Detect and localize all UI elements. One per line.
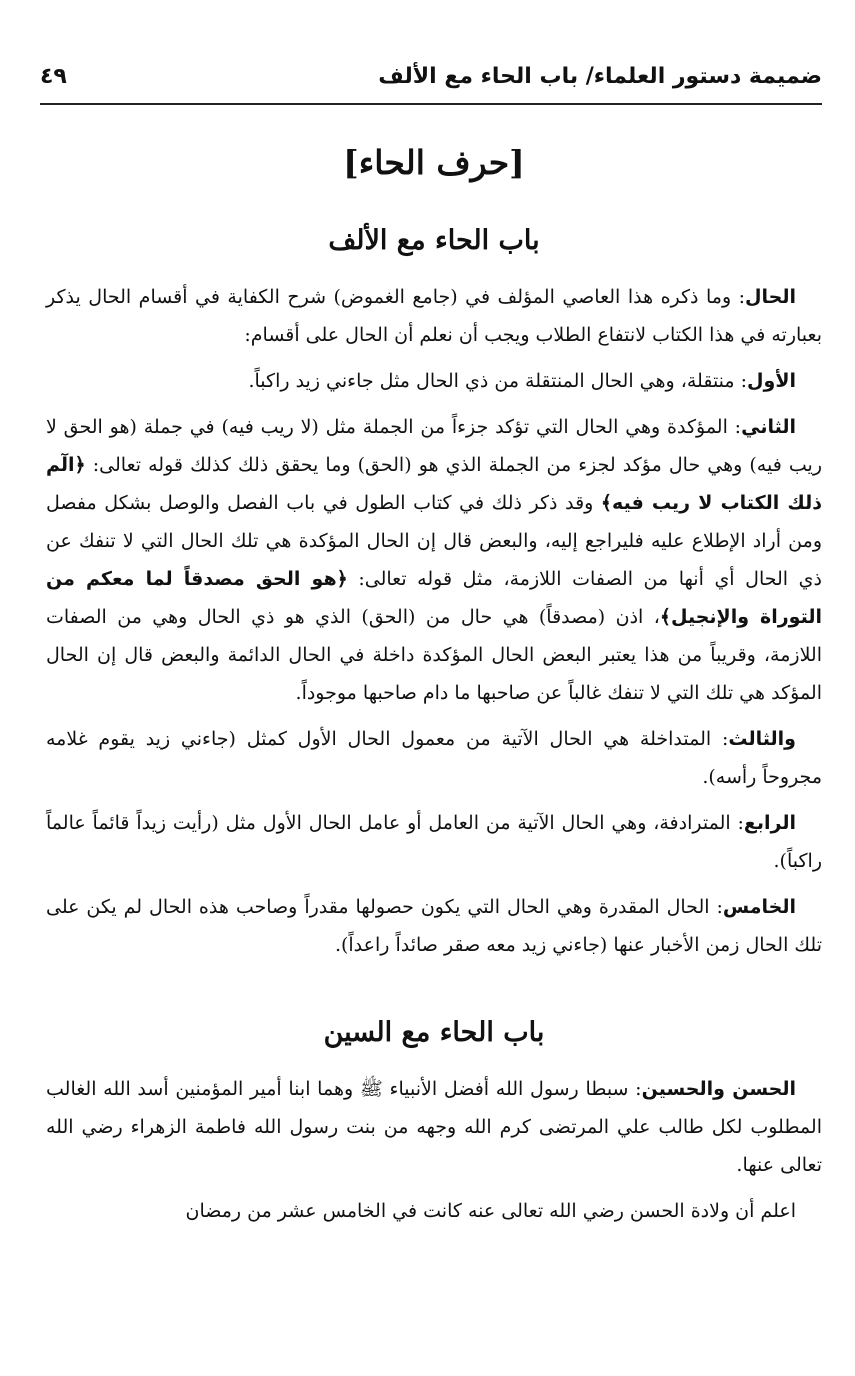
entry-text: : وما ذكره هذا العاصي المؤلف في (جامع الغموض) شرح الكفاية في أقسام الحال يذكر بعبارته في هذا الكتاب لانتفاع الطلاب ويجب أن نعلم أن الحال على أقسام: (46, 286, 822, 346)
entry-text: : الحال المقدرة وهي الحال التي يكون حصولها مقدراً وصاحب هذه الحال لم يكن على تلك الحال زمن الأخبار عنها (جاءني زيد معه صقر صائداً راعداً). (46, 896, 822, 956)
entry-text: : المتداخلة هي الحال الآتية من معمول الحال الأول كمثل (جاءني زيد يقوم غلامه مجروحاً رأسه). (46, 728, 822, 788)
entry-term: الحسن والحسين (641, 1078, 796, 1100)
paragraph-first (46, 362, 822, 400)
quran-quote: ﴿الٓم ذلك الكتاب لا ريب فيه﴾ (46, 454, 822, 514)
entry-term: الأول (747, 370, 796, 392)
entry-text: : منتقلة، وهي الحال المنتقلة من ذي الحال مثل جاءني زيد راكباً. (248, 370, 748, 392)
paragraph-hal (46, 278, 822, 354)
paragraph-birth (46, 1192, 822, 1230)
entry-text: : المؤكدة وهي الحال التي تؤكد جزءاً من الجملة مثل (لا ريب فيه) في جملة (هو الحق لا ريب فيه) وهي حال مؤكد لجزء من الجملة الذي هو (الحق) وما يحقق ذلك كذلك قوله تعالى: (46, 416, 822, 476)
paragraph-hasan-husayn (46, 1070, 822, 1184)
header-rule (40, 103, 822, 105)
page-number: ٤٩ (40, 64, 67, 89)
entry-term: الرابع (743, 812, 796, 834)
section-heading-alif: باب الحاء مع الألف (328, 225, 540, 256)
entry-text: اعلم أن ولادة الحسن رضي الله تعالى عنه كانت في الخامس عشر من رمضان (185, 1200, 796, 1222)
running-head (40, 58, 822, 102)
paragraph-second (46, 408, 822, 712)
entry-term: الحال (745, 286, 796, 308)
entry-text: : سبطا رسول الله أفضل الأنبياء ﷺ وهما ابنا أمير المؤمنين أسد الله الغالب المطلوب لكل طالب علي المرتضى كرم الله وجهه من بنت رسول الله فاطمة الزهراء رضي الله تعالى عنها. (46, 1078, 822, 1176)
page-body (46, 140, 822, 1238)
entry-term: الثاني (741, 416, 796, 438)
section-heading-sin: باب الحاء مع السين (323, 1017, 545, 1048)
entry-term: الخامس (722, 896, 796, 918)
paragraph-fourth (46, 804, 822, 880)
paragraph-fifth (46, 888, 822, 964)
entry-text: : المترادفة، وهي الحال الآتية من العامل أو عامل الحال الأول مثل (رأيت زيداً قائماً عالماً راكباً). (46, 812, 822, 872)
entry-term: والثالث (728, 728, 796, 750)
paragraph-third (46, 720, 822, 796)
letter-heading: [حرف الحاء] (343, 143, 525, 182)
running-title: ضميمة دستور العلماء/ باب الحاء مع الألف (378, 64, 822, 89)
quran-quote: ﴿هو الحق مصدقاً لما معكم من التوراة والإنجيل﴾ (46, 568, 822, 628)
entry-text: ، اذن (مصدقاً) هي حال من (الحق) الذي هو ذي الحال وهي من الصفات اللازمة، وقريباً من هذا يعتبر البعض الحال المؤكدة داخلة في الحال الدائمة والبعض قال إن الحال المؤكد هي تلك التي لا تنفك غالباً عن صاحبها ما دام صاحبها موجوداً. (46, 606, 822, 704)
entry-text: وقد ذكر ذلك في كتاب الطول في باب الفصل والوصل بشكل مفصل ومن أراد الإطلاع عليه فليراجع إليه، والبعض قال إن الحال المؤكدة هي تلك الحال التي لا تنفك عن ذي الحال أي أنها من الصفات اللازمة، مثل قوله تعالى: (46, 492, 822, 590)
